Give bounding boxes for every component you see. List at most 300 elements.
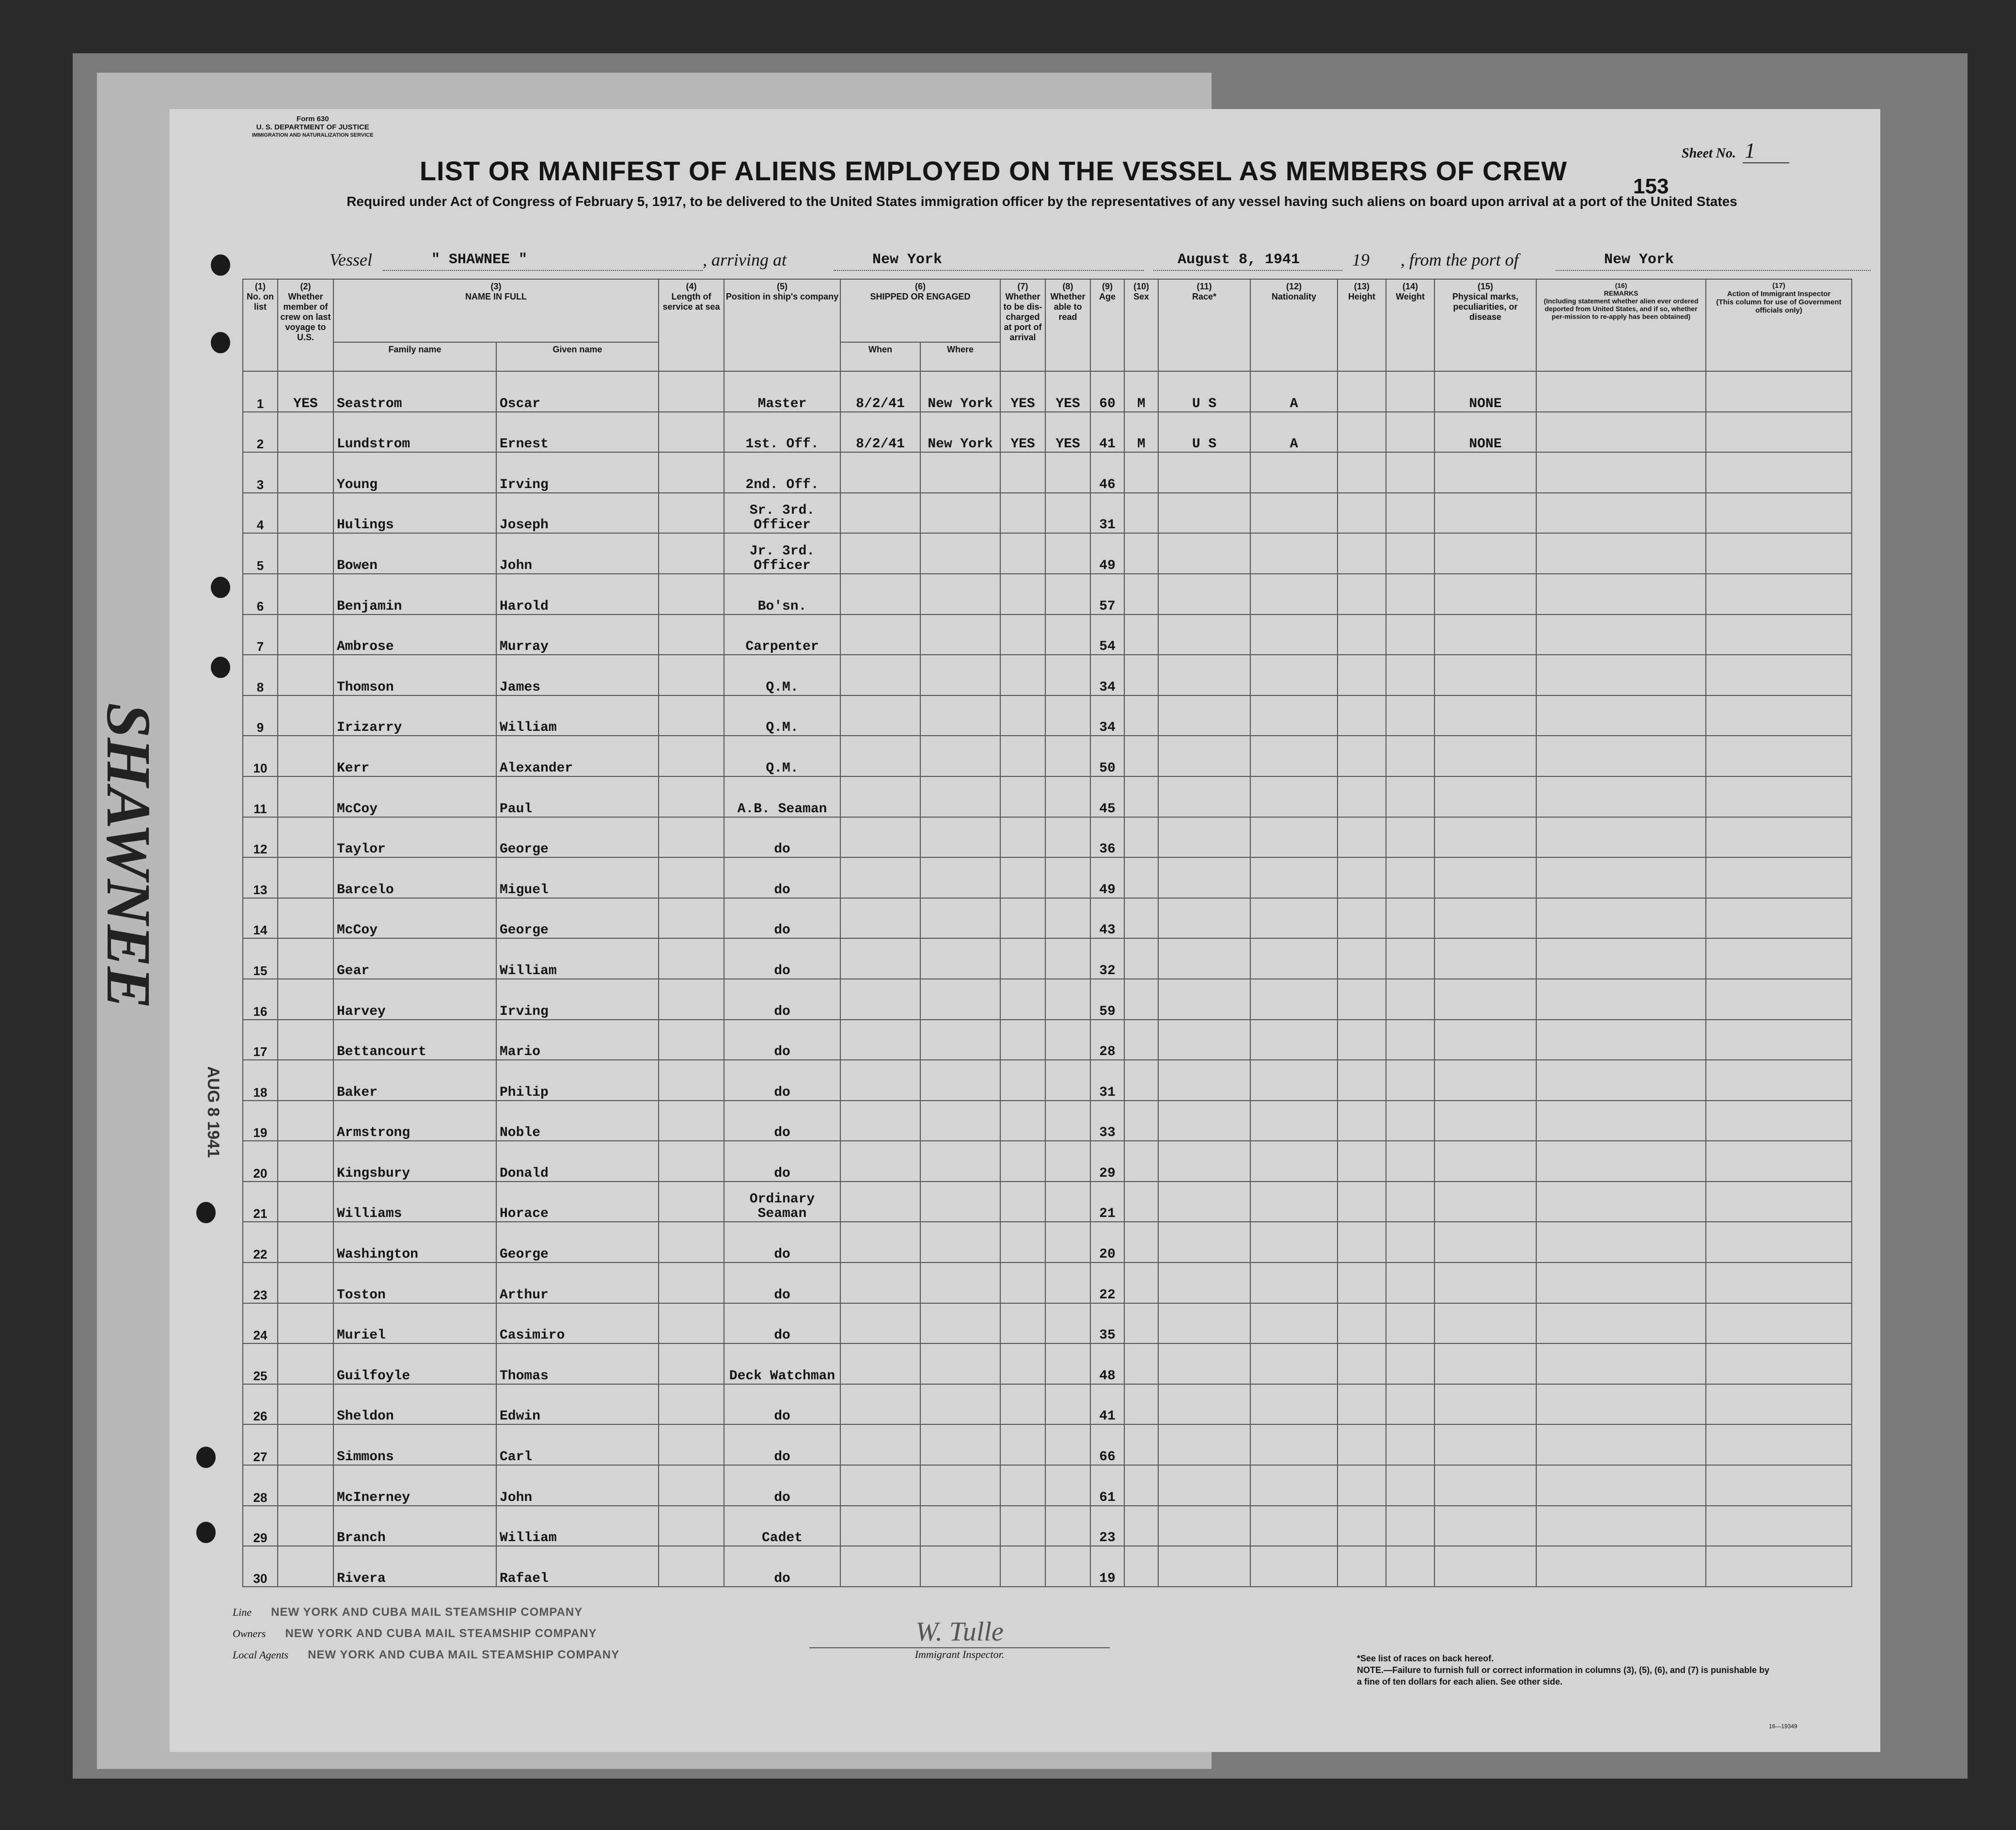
binder-hole xyxy=(211,254,230,276)
row-number: 9 xyxy=(243,695,278,736)
physical-marks-cell xyxy=(1434,979,1536,1020)
shipped-when-cell xyxy=(840,493,920,534)
race-cell xyxy=(1158,1384,1250,1425)
col-header-when: When xyxy=(840,342,920,371)
sex-cell: M xyxy=(1124,371,1158,412)
crew-row xyxy=(243,574,1852,615)
race-cell xyxy=(1158,1506,1250,1546)
inspector-action-cell xyxy=(1706,979,1852,1020)
position-cell: do xyxy=(724,1465,840,1506)
position-cell: Deck Watchman xyxy=(724,1343,840,1384)
given-name-cell: Oscar xyxy=(496,371,659,412)
remarks-cell xyxy=(1536,533,1706,574)
position-cell: Jr. 3rd. Officer xyxy=(724,533,840,574)
row-number: 17 xyxy=(243,1020,278,1060)
sheet-label: Sheet No. xyxy=(1682,146,1736,161)
col-header-height: (13) Height xyxy=(1338,279,1386,371)
shipped-where-cell xyxy=(920,1222,1000,1262)
inspector-action-cell xyxy=(1706,452,1852,493)
shipped-when-cell xyxy=(840,1262,920,1303)
age-cell: 43 xyxy=(1090,898,1124,939)
nationality-cell xyxy=(1250,1384,1338,1425)
inspector-signature-block xyxy=(809,1616,1110,1661)
shipped-where-cell: New York xyxy=(920,412,1000,453)
service-cell xyxy=(659,776,724,817)
crew-row xyxy=(243,857,1852,898)
shipped-where-cell xyxy=(920,695,1000,736)
page-subtitle: Required under Act of Congress of February 5, 1917, to be delivered to the United States immigration officer by the representatives of any vessel having such aliens on board upon arrival at a port of the United States xyxy=(346,194,1737,209)
physical-marks-cell xyxy=(1434,1222,1536,1262)
remarks-cell xyxy=(1536,1465,1706,1506)
agents-label: Local Agents xyxy=(233,1649,289,1661)
shipped-when-cell xyxy=(840,1303,920,1344)
able-to-read-cell xyxy=(1045,1182,1090,1222)
remarks-cell xyxy=(1536,1546,1706,1587)
weight-cell xyxy=(1386,1303,1434,1344)
given-name-cell: Murray xyxy=(496,615,659,655)
shipped-when-cell xyxy=(840,1020,920,1060)
row-number: 16 xyxy=(243,979,278,1020)
given-name-cell: Arthur xyxy=(496,1262,659,1303)
previous-voyage-cell xyxy=(278,1546,333,1587)
row-number: 25 xyxy=(243,1343,278,1384)
race-cell xyxy=(1158,615,1250,655)
inspector-action-cell xyxy=(1706,1465,1852,1506)
year-label: 19 xyxy=(1352,250,1370,269)
discharged-cell xyxy=(1000,533,1045,574)
race-cell xyxy=(1158,655,1250,695)
given-name-cell: John xyxy=(496,1465,659,1506)
able-to-read-cell xyxy=(1045,1506,1090,1546)
physical-marks-cell xyxy=(1434,1262,1536,1303)
service-cell xyxy=(659,412,724,453)
inspector-action-cell xyxy=(1706,1424,1852,1465)
crew-row xyxy=(243,736,1852,776)
able-to-read-cell xyxy=(1045,736,1090,776)
previous-voyage-cell xyxy=(278,938,333,979)
shipped-where-cell xyxy=(920,817,1000,858)
position-cell: do xyxy=(724,1424,840,1465)
previous-voyage-cell xyxy=(278,615,333,655)
able-to-read-cell xyxy=(1045,695,1090,736)
remarks-cell xyxy=(1536,979,1706,1020)
shipped-where-cell xyxy=(920,1506,1000,1546)
able-to-read-cell xyxy=(1045,898,1090,939)
remarks-cell xyxy=(1536,1506,1706,1546)
service-cell xyxy=(659,1384,724,1425)
previous-voyage-cell xyxy=(278,1060,333,1101)
previous-voyage-cell xyxy=(278,898,333,939)
crew-row xyxy=(243,1465,1852,1506)
form-service: IMMIGRATION AND NATURALIZATION SERVICE xyxy=(252,132,374,138)
age-cell: 41 xyxy=(1090,412,1124,453)
col-header-service: (4) Length of service at sea xyxy=(659,279,724,371)
nationality-cell xyxy=(1250,1060,1338,1101)
service-cell xyxy=(659,736,724,776)
discharged-cell xyxy=(1000,979,1045,1020)
row-number: 27 xyxy=(243,1424,278,1465)
physical-marks-cell xyxy=(1434,857,1536,898)
race-cell xyxy=(1158,1546,1250,1587)
row-number: 3 xyxy=(243,452,278,493)
remarks-cell xyxy=(1536,452,1706,493)
weight-cell xyxy=(1386,1546,1434,1587)
crew-row xyxy=(243,533,1852,574)
age-cell: 21 xyxy=(1090,1182,1124,1222)
sex-cell xyxy=(1124,1222,1158,1262)
race-cell xyxy=(1158,776,1250,817)
crew-row xyxy=(243,452,1852,493)
crew-row xyxy=(243,1182,1852,1222)
weight-cell xyxy=(1386,371,1434,412)
previous-voyage-cell xyxy=(278,857,333,898)
age-cell: 45 xyxy=(1090,776,1124,817)
height-cell xyxy=(1338,1303,1386,1344)
physical-marks-cell xyxy=(1434,1506,1536,1546)
family-name-cell: Sheldon xyxy=(333,1384,496,1425)
col-header-where: Where xyxy=(920,342,1000,371)
shipped-when-cell xyxy=(840,615,920,655)
weight-cell xyxy=(1386,979,1434,1020)
inspector-action-cell xyxy=(1706,695,1852,736)
binder-hole xyxy=(196,1522,216,1543)
service-cell xyxy=(659,1182,724,1222)
shipped-where-cell xyxy=(920,533,1000,574)
nationality-cell xyxy=(1250,655,1338,695)
inspector-action-cell xyxy=(1706,1222,1852,1262)
weight-cell xyxy=(1386,1222,1434,1262)
shipped-when-cell xyxy=(840,938,920,979)
crew-row xyxy=(243,1262,1852,1303)
family-name-cell: Ambrose xyxy=(333,615,496,655)
discharged-cell xyxy=(1000,898,1045,939)
age-cell: 46 xyxy=(1090,452,1124,493)
shipped-where-cell xyxy=(920,1060,1000,1101)
able-to-read-cell xyxy=(1045,776,1090,817)
inspector-action-cell xyxy=(1706,1101,1852,1141)
age-cell: 60 xyxy=(1090,371,1124,412)
remarks-cell xyxy=(1536,1303,1706,1344)
shipped-where-cell xyxy=(920,1424,1000,1465)
given-name-cell: Edwin xyxy=(496,1384,659,1425)
physical-marks-cell xyxy=(1434,938,1536,979)
race-cell xyxy=(1158,1262,1250,1303)
manifest-page xyxy=(170,109,1880,1752)
race-cell xyxy=(1158,574,1250,615)
previous-voyage-cell xyxy=(278,412,333,453)
footnote-penalty: NOTE.—Failure to furnish full or correct information in columns (3), (5), (6), and (7) is punishable by a fine of ten dollars for each alien. See other side. xyxy=(1357,1665,1770,1687)
physical-marks-cell xyxy=(1434,1546,1536,1587)
crew-row xyxy=(243,493,1852,534)
family-name-cell: Bettancourt xyxy=(333,1020,496,1060)
nationality-cell xyxy=(1250,533,1338,574)
discharged-cell xyxy=(1000,1546,1045,1587)
able-to-read-cell: YES xyxy=(1045,412,1090,453)
weight-cell xyxy=(1386,938,1434,979)
remarks-cell xyxy=(1536,898,1706,939)
given-name-cell: Joseph xyxy=(496,493,659,534)
given-name-cell: George xyxy=(496,817,659,858)
nationality-cell xyxy=(1250,615,1338,655)
weight-cell xyxy=(1386,1465,1434,1506)
remarks-cell xyxy=(1536,1262,1706,1303)
shipped-where-cell xyxy=(920,1101,1000,1141)
age-cell: 59 xyxy=(1090,979,1124,1020)
race-cell xyxy=(1158,1303,1250,1344)
shipped-where-cell xyxy=(920,1303,1000,1344)
age-cell: 31 xyxy=(1090,1060,1124,1101)
inspector-action-cell xyxy=(1706,574,1852,615)
sex-cell xyxy=(1124,695,1158,736)
shipped-when-cell xyxy=(840,695,920,736)
discharged-cell xyxy=(1000,655,1045,695)
shipped-where-cell xyxy=(920,493,1000,534)
crew-manifest-table xyxy=(242,279,1852,1587)
physical-marks-cell xyxy=(1434,1424,1536,1465)
position-cell: do xyxy=(724,1101,840,1141)
remarks-cell xyxy=(1536,1141,1706,1182)
able-to-read-cell: YES xyxy=(1045,371,1090,412)
shipped-when-cell xyxy=(840,1101,920,1141)
physical-marks-cell xyxy=(1434,533,1536,574)
shipped-when-cell xyxy=(840,1343,920,1384)
discharged-cell xyxy=(1000,574,1045,615)
family-name-cell: Bowen xyxy=(333,533,496,574)
nationality-cell xyxy=(1250,979,1338,1020)
remarks-cell xyxy=(1536,1384,1706,1425)
age-cell: 32 xyxy=(1090,938,1124,979)
race-cell xyxy=(1158,1020,1250,1060)
able-to-read-cell xyxy=(1045,533,1090,574)
crew-row xyxy=(243,898,1852,939)
binder-hole xyxy=(211,332,230,353)
shipped-where-cell xyxy=(920,574,1000,615)
row-number: 13 xyxy=(243,857,278,898)
physical-marks-cell xyxy=(1434,1060,1536,1101)
position-cell: do xyxy=(724,938,840,979)
discharged-cell xyxy=(1000,695,1045,736)
height-cell xyxy=(1338,857,1386,898)
physical-marks-cell xyxy=(1434,452,1536,493)
sheet-value: 1 xyxy=(1743,139,1789,163)
given-name-cell: Casimiro xyxy=(496,1303,659,1344)
discharged-cell xyxy=(1000,452,1045,493)
height-cell xyxy=(1338,412,1386,453)
discharged-cell xyxy=(1000,1182,1045,1222)
binder-hole xyxy=(196,1447,216,1468)
race-cell xyxy=(1158,493,1250,534)
physical-marks-cell xyxy=(1434,1465,1536,1506)
position-cell: do xyxy=(724,857,840,898)
remarks-cell xyxy=(1536,655,1706,695)
service-cell xyxy=(659,1060,724,1101)
from-label: , from the port of xyxy=(1401,250,1519,269)
remarks-cell xyxy=(1536,615,1706,655)
given-name-cell: Irving xyxy=(496,452,659,493)
previous-voyage-cell xyxy=(278,574,333,615)
weight-cell xyxy=(1386,857,1434,898)
previous-voyage-cell xyxy=(278,979,333,1020)
physical-marks-cell xyxy=(1434,1141,1536,1182)
remarks-cell xyxy=(1536,1020,1706,1060)
shipped-where-cell xyxy=(920,1384,1000,1425)
col-header-action: (17) Action of Immigrant Inspector (This column for use of Government officials only) xyxy=(1706,279,1852,371)
able-to-read-cell xyxy=(1045,1060,1090,1101)
family-name-cell: McInerney xyxy=(333,1465,496,1506)
form-department: U. S. DEPARTMENT OF JUSTICE xyxy=(256,123,369,131)
age-cell: 61 xyxy=(1090,1465,1124,1506)
sex-cell xyxy=(1124,493,1158,534)
nationality-cell xyxy=(1250,1343,1338,1384)
physical-marks-cell xyxy=(1434,776,1536,817)
shipped-where-cell xyxy=(920,938,1000,979)
race-cell xyxy=(1158,1424,1250,1465)
race-cell xyxy=(1158,695,1250,736)
row-number: 23 xyxy=(243,1262,278,1303)
crew-rows xyxy=(243,371,1852,1587)
given-name-cell: Alexander xyxy=(496,736,659,776)
given-name-cell: Carl xyxy=(496,1424,659,1465)
height-cell xyxy=(1338,1465,1386,1506)
inspector-action-cell xyxy=(1706,1303,1852,1344)
nationality-cell xyxy=(1250,938,1338,979)
inspector-action-cell xyxy=(1706,1182,1852,1222)
sex-cell xyxy=(1124,574,1158,615)
height-cell xyxy=(1338,938,1386,979)
physical-marks-cell xyxy=(1434,574,1536,615)
crew-row xyxy=(243,615,1852,655)
inspector-action-cell xyxy=(1706,938,1852,979)
page-title: LIST OR MANIFEST OF ALIENS EMPLOYED ON THE VESSEL AS MEMBERS OF CREW xyxy=(419,156,1568,186)
row-number: 20 xyxy=(243,1141,278,1182)
inspector-action-cell xyxy=(1706,736,1852,776)
discharged-cell xyxy=(1000,493,1045,534)
able-to-read-cell xyxy=(1045,1303,1090,1344)
age-cell: 50 xyxy=(1090,736,1124,776)
shipped-where-cell xyxy=(920,1262,1000,1303)
family-name-cell: Washington xyxy=(333,1222,496,1262)
discharged-cell xyxy=(1000,1262,1045,1303)
family-name-cell: Benjamin xyxy=(333,574,496,615)
sex-cell xyxy=(1124,817,1158,858)
able-to-read-cell xyxy=(1045,1343,1090,1384)
crew-row xyxy=(243,1101,1852,1141)
from-value: New York xyxy=(1604,252,1674,268)
weight-cell xyxy=(1386,655,1434,695)
service-cell xyxy=(659,1546,724,1587)
service-cell xyxy=(659,1343,724,1384)
weight-cell xyxy=(1386,1384,1434,1425)
discharged-cell xyxy=(1000,736,1045,776)
height-cell xyxy=(1338,1424,1386,1465)
race-cell xyxy=(1158,1182,1250,1222)
service-cell xyxy=(659,938,724,979)
shipped-where-cell: New York xyxy=(920,371,1000,412)
sex-cell xyxy=(1124,1384,1158,1425)
line-label: Line xyxy=(233,1606,252,1618)
shipped-when-cell xyxy=(840,533,920,574)
shipped-when-cell xyxy=(840,817,920,858)
date-stamp: AUG 8 1941 xyxy=(204,1066,222,1158)
height-cell xyxy=(1338,533,1386,574)
sex-cell xyxy=(1124,1020,1158,1060)
able-to-read-cell xyxy=(1045,1465,1090,1506)
physical-marks-cell xyxy=(1434,695,1536,736)
inspector-action-cell xyxy=(1706,371,1852,412)
able-to-read-cell xyxy=(1045,1020,1090,1060)
weight-cell xyxy=(1386,1101,1434,1141)
footnote xyxy=(1357,1653,1774,1688)
sex-cell xyxy=(1124,938,1158,979)
shipped-where-cell xyxy=(920,1182,1000,1222)
physical-marks-cell xyxy=(1434,655,1536,695)
crew-row xyxy=(243,1343,1852,1384)
shipped-when-cell xyxy=(840,1424,920,1465)
nationality-cell xyxy=(1250,574,1338,615)
shipped-where-cell xyxy=(920,1546,1000,1587)
race-cell xyxy=(1158,1465,1250,1506)
shipped-where-cell xyxy=(920,452,1000,493)
crew-row xyxy=(243,1506,1852,1546)
height-cell xyxy=(1338,1262,1386,1303)
inspector-action-cell xyxy=(1706,776,1852,817)
weight-cell xyxy=(1386,1262,1434,1303)
discharged-cell xyxy=(1000,1060,1045,1101)
row-number: 28 xyxy=(243,1465,278,1506)
weight-cell xyxy=(1386,695,1434,736)
discharged-cell xyxy=(1000,615,1045,655)
row-number: 24 xyxy=(243,1303,278,1344)
position-cell: Q.M. xyxy=(724,655,840,695)
discharged-cell xyxy=(1000,776,1045,817)
sex-cell xyxy=(1124,533,1158,574)
inspector-action-cell xyxy=(1706,898,1852,939)
nationality-cell xyxy=(1250,898,1338,939)
sex-cell xyxy=(1124,979,1158,1020)
row-number: 19 xyxy=(243,1101,278,1141)
sex-cell xyxy=(1124,655,1158,695)
shipped-when-cell xyxy=(840,1141,920,1182)
service-cell xyxy=(659,1101,724,1141)
age-cell: 35 xyxy=(1090,1303,1124,1344)
position-cell: do xyxy=(724,1546,840,1587)
sex-cell xyxy=(1124,615,1158,655)
position-cell: do xyxy=(724,979,840,1020)
service-cell xyxy=(659,452,724,493)
previous-voyage-cell xyxy=(278,1020,333,1060)
able-to-read-cell xyxy=(1045,1384,1090,1425)
header-row xyxy=(243,279,1852,342)
previous-voyage-cell xyxy=(278,1465,333,1506)
arriving-value: New York xyxy=(872,252,943,268)
remarks-cell xyxy=(1536,412,1706,453)
nationality-cell: A xyxy=(1250,412,1338,453)
form-identifier xyxy=(252,115,374,140)
inspector-action-cell xyxy=(1706,817,1852,858)
race-cell xyxy=(1158,452,1250,493)
race-cell xyxy=(1158,979,1250,1020)
inspector-action-cell xyxy=(1706,615,1852,655)
sex-cell xyxy=(1124,1101,1158,1141)
position-cell: do xyxy=(724,1303,840,1344)
row-number: 18 xyxy=(243,1060,278,1101)
crew-row xyxy=(243,371,1852,412)
weight-cell xyxy=(1386,1060,1434,1101)
inspector-label: Immigrant Inspector. xyxy=(809,1647,1110,1661)
remarks-cell xyxy=(1536,938,1706,979)
position-cell: Ordinary Seaman xyxy=(724,1182,840,1222)
number-stamp: 153 xyxy=(1633,174,1669,198)
